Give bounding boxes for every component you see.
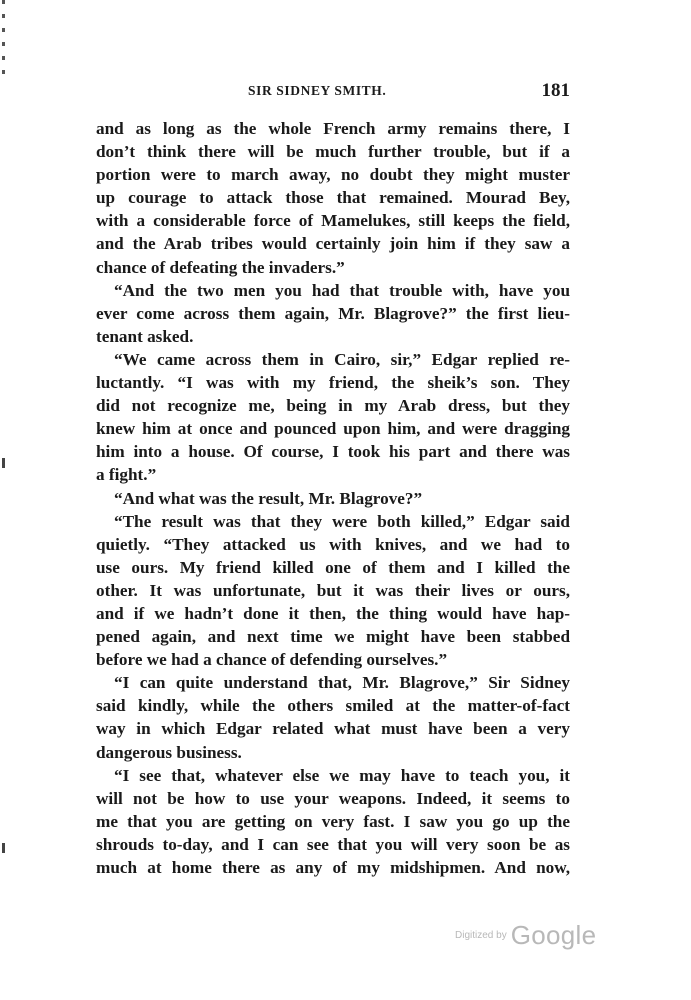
digitized-watermark xyxy=(455,920,596,951)
text-line: a fight.” xyxy=(96,465,157,485)
text-line: up courage to attack those that remained. Mourad Bey, xyxy=(96,188,570,208)
body-text xyxy=(96,117,570,879)
text-line: “I see that, whatever else we may have to teach you, it xyxy=(114,765,570,785)
page-header xyxy=(96,80,570,104)
running-head: SIR SIDNEY SMITH. xyxy=(248,83,387,98)
text-line: “And what was the result, Mr. Blagrove?” xyxy=(114,488,423,508)
text-line: other. It was unfortunate, but it was their lives or ours, xyxy=(96,580,570,600)
text-line: “I can quite understand that, Mr. Blagrove,” Sir Sidney xyxy=(114,673,570,693)
text-line: use ours. My friend killed one of them and I killed the xyxy=(96,557,570,577)
text-line: and as long as the whole French army remains there, I xyxy=(96,119,570,138)
text-line: tenant asked. xyxy=(96,326,194,346)
text-line: before we had a chance of defending ourselves.” xyxy=(96,650,448,670)
text-line: “The result was that they were both killed,” Edgar said xyxy=(114,511,570,531)
text-line: him into a house. Of course, I took his part and there was xyxy=(96,442,570,462)
text-line: quietly. “They attacked us with knives, and we had to xyxy=(96,534,570,554)
text-line: ever come across them again, Mr. Blagrove?” the first lieu- xyxy=(96,303,570,323)
text-line: said kindly, while the others smiled at the matter-of-fact xyxy=(96,696,570,716)
text-line: and the Arab tribes would certainly join him if they saw a xyxy=(96,234,570,254)
text-line: portion were to march away, no doubt they might muster xyxy=(96,165,570,185)
margin-mark xyxy=(2,0,5,80)
text-line: shrouds to-day, and I can see that you will very soon be as xyxy=(96,834,570,854)
page-number: 181 xyxy=(541,80,570,101)
text-line: “And the two men you had that trouble with, have you xyxy=(114,280,570,300)
watermark-prefix: Digitized by xyxy=(455,930,507,941)
text-line: pened again, and next time we might have been stabbed xyxy=(96,627,570,647)
text-line: with a considerable force of Mamelukes, still keeps the field, xyxy=(96,211,570,231)
text-line: way in which Edgar related what must have been a very xyxy=(96,719,570,739)
text-line: don’t think there will be much further trouble, but if a xyxy=(96,142,570,162)
text-line: luctantly. “I was with my friend, the sheik’s son. They xyxy=(96,373,570,393)
google-logo: Google xyxy=(510,920,597,950)
text-line: will not be how to use your weapons. Indeed, it seems to xyxy=(96,788,570,808)
text-line: much at home there as any of my midshipmen. And now, xyxy=(96,858,570,877)
text-line: and if we hadn’t done it then, the thing would have hap- xyxy=(96,603,570,623)
text-line: dangerous business. xyxy=(96,742,242,762)
text-line: knew him at once and pounced upon him, and were dragging xyxy=(96,419,570,439)
margin-mark xyxy=(2,458,5,468)
text-line: chance of defeating the invaders.” xyxy=(96,257,345,277)
text-line: did not recognize me, being in my Arab dress, but they xyxy=(96,396,570,416)
text-line: me that you are getting on very fast. I saw you go up the xyxy=(96,811,570,831)
margin-mark xyxy=(2,843,5,853)
text-line: “We came across them in Cairo, sir,” Edgar replied re- xyxy=(114,349,570,369)
